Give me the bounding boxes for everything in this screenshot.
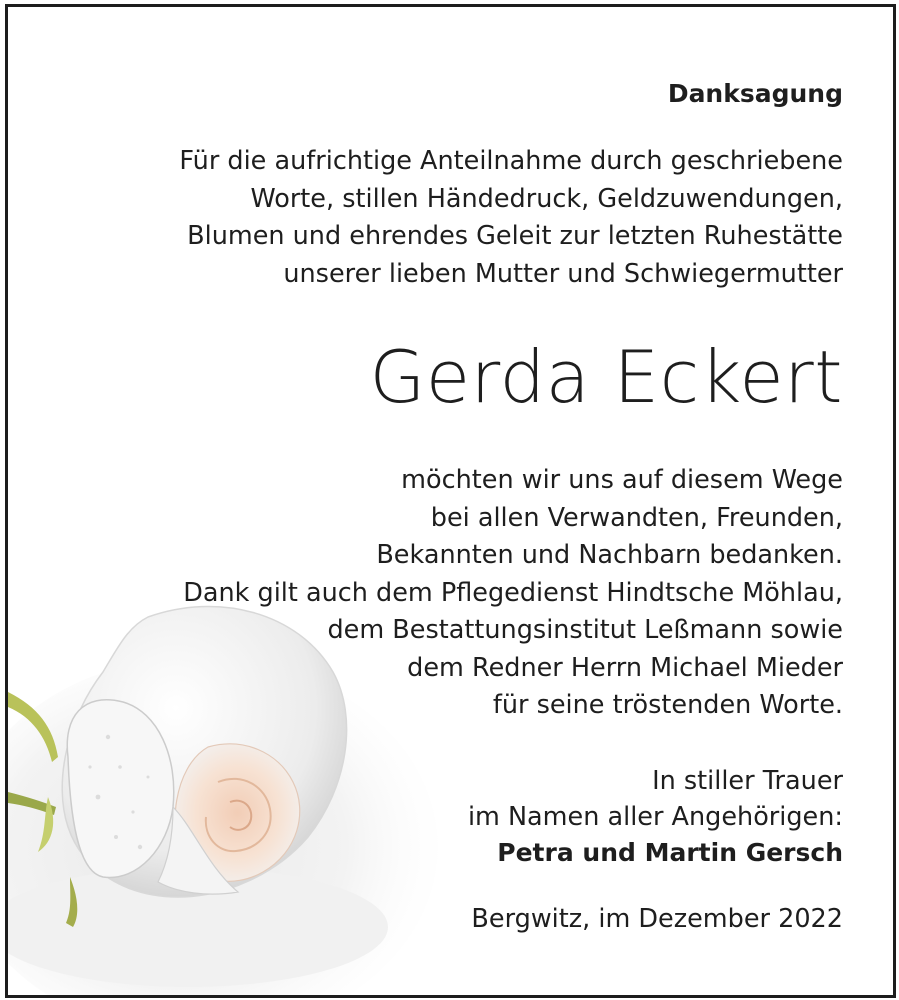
heading: Danksagung (667, 79, 843, 108)
obituary-notice (5, 4, 896, 998)
deceased-name: Gerda Eckert (369, 335, 843, 419)
intro-line: Für die aufrichtige Anteilnahme durch geschriebene (179, 146, 843, 176)
body-line: möchten wir uns auf diesem Wege (401, 465, 843, 495)
intro-line: Worte, stillen Händedruck, Geldzuwendungen, (250, 183, 843, 214)
intro-line: unserer lieben Mutter und Schwiegermutter (283, 258, 843, 289)
intro-text (108, 143, 843, 293)
body-line: Bekannten und Nachbarn bedanken. (376, 540, 843, 570)
place-date: Bergwitz, im Dezember 2022 (471, 904, 843, 934)
body-line: Dank gilt auch dem Pflegedienst Hindtsche Möhlau, (183, 577, 843, 608)
closing-text (108, 763, 843, 835)
body-line: für seine tröstenden Worte. (492, 690, 843, 720)
closing-line: In stiller Trauer (652, 766, 843, 796)
intro-line: Blumen und ehrendes Geleit zur letzten Ruhestätte (187, 221, 843, 251)
body-text (108, 462, 843, 725)
body-line: dem Bestattungsinstitut Leßmann sowie (327, 615, 843, 645)
body-line: bei allen Verwandten, Freunden, (430, 502, 843, 533)
signers: Petra und Martin Gersch (497, 838, 843, 867)
body-line: dem Redner Herrn Michael Mieder (407, 652, 843, 683)
closing-line: im Namen aller Angehörigen: (467, 802, 843, 832)
